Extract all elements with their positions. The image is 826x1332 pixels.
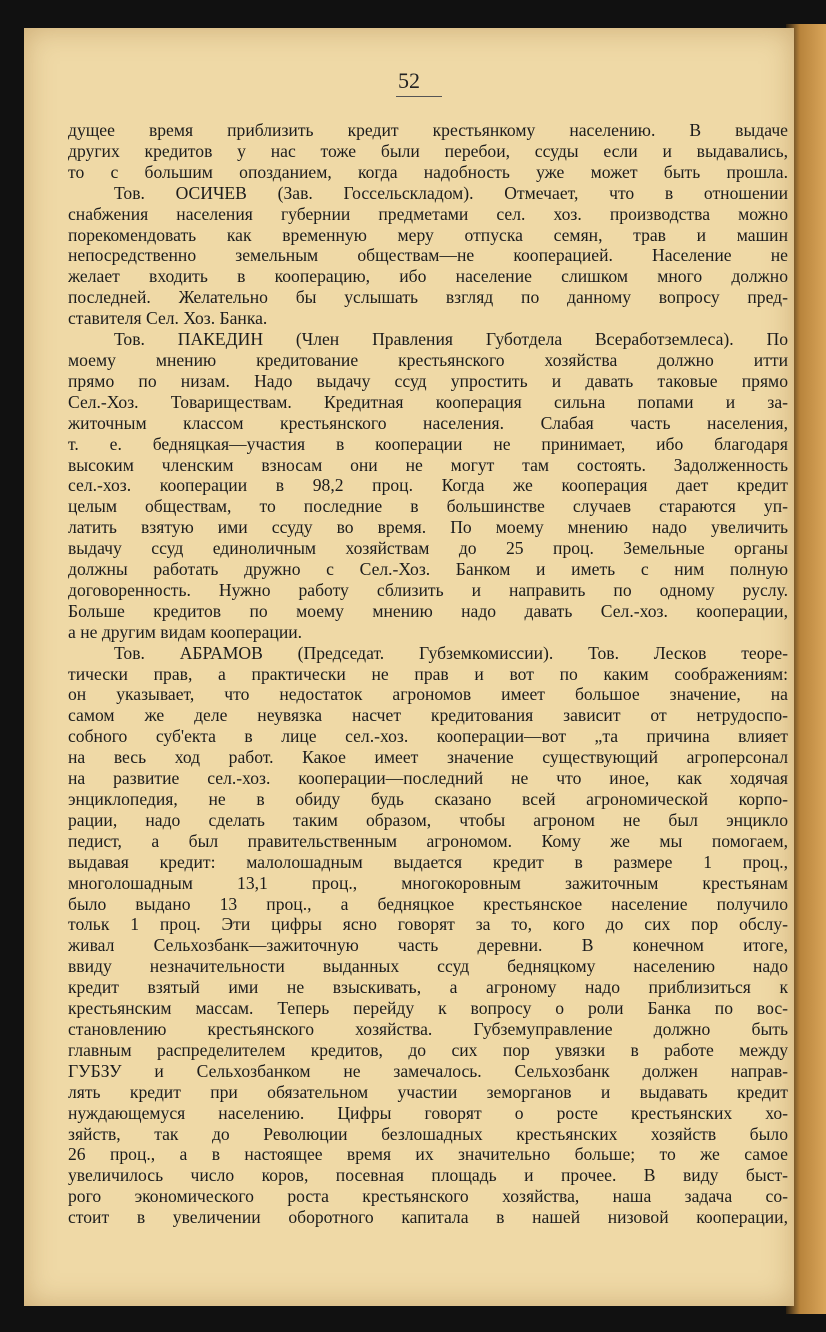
text-line: а не другим видам кооперации. bbox=[68, 621, 303, 642]
text-line: высоким членским взносам они не могут там состоять. Задолженность bbox=[68, 454, 788, 475]
text-line: последней. Желательно бы услышать взгляд по данному вопросу пред- bbox=[68, 287, 788, 308]
text-line: Сел.-Хоз. Товариществам. Кредитная кооперация сильна попами и за- bbox=[68, 391, 788, 412]
text-line: договоренность. Нужно работу сблизить и направить по одному руслу. bbox=[68, 579, 788, 600]
text-line: ввиду незначительности выданных ссуд бедняцкому населению надо bbox=[68, 956, 788, 977]
text-line: снабжения населения губернии предметами сел. хоз. производства можно bbox=[68, 203, 788, 224]
text-line: ставителя Сел. Хоз. Банка. bbox=[68, 308, 268, 329]
text-line: ГУБЗУ и Сельхозбанком не замечалось. Сельхозбанк должен направ- bbox=[68, 1060, 788, 1081]
text-line: собного суб'екта в лице сел.-хоз. кооперации—вот „та причина влияет bbox=[68, 726, 788, 747]
text-line: Больше кредитов по моему мнению надо давать Сел.-хоз. кооперации, bbox=[68, 600, 788, 621]
text-line: латить взятую ими ссуду во время. По моему мнению надо увеличить bbox=[68, 517, 788, 538]
text-line: должны работать дружно с Сел.-Хоз. Банком и иметь с ним полную bbox=[68, 559, 788, 580]
text-line: т. е. бедняцкая—участия в кооперации не принимает, ибо благодаря bbox=[68, 433, 788, 454]
text-line: было выдано 13 проц., а бедняцкое крестьянское население получило bbox=[68, 893, 788, 914]
text-line: многолошадным 13,1 проц., многокоровным зажиточным крестьянам bbox=[68, 872, 788, 893]
page-number-rule bbox=[396, 96, 442, 97]
text-line: дущее время приблизить кредит крестьянкому населению. В выдаче bbox=[68, 120, 788, 140]
text-line: на развитие сел.-хоз. кооперации—последний не что иное, как ходячая bbox=[68, 768, 788, 789]
text-line: желает входить в кооперацию, ибо население слишком много должно bbox=[68, 266, 788, 287]
text-line: кредит взятый ими не взыскивать, а агроному надо приблизиться к bbox=[68, 977, 788, 998]
text-line: Тов. ОСИЧЕВ (Зав. Госсельскладом). Отмечает, что в отношении bbox=[114, 182, 788, 203]
text-line: увеличилось число коров, посевная площадь и прочее. В виду быст- bbox=[68, 1165, 788, 1186]
text-line: рации, надо сделать таким образом, чтобы агроном не был энцикло bbox=[68, 809, 788, 830]
text-line: нуждающемуся населению. Цифры говорят о росте крестьянских хо- bbox=[68, 1102, 788, 1123]
text-line: моему мнению кредитование крестьянского хозяйства должно итти bbox=[68, 349, 788, 370]
text-line: лять кредит при обязательном участии земорганов и выдавать кредит bbox=[68, 1081, 788, 1102]
text-line: выдавая кредит: малолошадным выдается кредит в размере 1 проц., bbox=[68, 851, 788, 872]
body-text bbox=[68, 120, 788, 1228]
text-line: Тов. ПАКЕДИН (Член Правления Губотдела Всеработземлеса). По bbox=[114, 329, 788, 350]
text-line: то с большим опозданием, когда надобность уже может быть прошла. bbox=[68, 161, 788, 182]
text-line: становлению крестьянского хозяйства. Губземуправление должно быть bbox=[68, 1018, 788, 1039]
text-line: порекомендовать как временную меру отпуска семян, трав и машин bbox=[68, 224, 788, 245]
text-line: других кредитов у нас тоже были перебои, ссуды если и выдавались, bbox=[68, 140, 788, 161]
text-line: сел.-хоз. кооперации в 98,2 проц. Когда же кооперация дает кредит bbox=[68, 475, 788, 496]
text-line: тольк 1 проц. Эти цифры ясно говорят за то, кого до сих пор обслу- bbox=[68, 914, 788, 935]
text-line: тически прав, а практически не прав и вот по каким соображениям: bbox=[68, 663, 788, 684]
text-line: зяйств, так до Революции безлошадных крестьянских хозяйств было bbox=[68, 1123, 788, 1144]
book-page bbox=[24, 28, 794, 1306]
text-line: самом же деле неувязка насчет кредитования зависит от нетрудоспо- bbox=[68, 705, 788, 726]
text-line: целым обществам, то последние в большинстве случаев стараются уп- bbox=[68, 496, 788, 517]
text-line: Тов. АБРАМОВ (Председат. Губземкомиссии). Тов. Лесков теоре- bbox=[114, 642, 788, 663]
text-line: житочным классом крестьянского населения. Слабая часть населения, bbox=[68, 412, 788, 433]
text-line: непосредственно земельным обществам—не кооперацией. Население не bbox=[68, 245, 788, 266]
text-line: на весь ход работ. Какое имеет значение существующий агроперсонал bbox=[68, 747, 788, 768]
text-line: крестьянским массам. Теперь перейду к вопросу о роли Банка по вос- bbox=[68, 998, 788, 1019]
page-number: 52 bbox=[398, 68, 420, 93]
text-line: выдачу ссуд единоличным хозяйствам до 25 проц. Земельные органы bbox=[68, 538, 788, 559]
text-line: главным распределителем кредитов, до сих пор увязки в работе между bbox=[68, 1039, 788, 1060]
text-line: энциклопедия, не в обиду будь сказано всей агрономической корпо- bbox=[68, 789, 788, 809]
text-line: педист, а был правительственным агрономом. Кому же мы помогаем, bbox=[68, 830, 788, 851]
text-line: живал Сельхозбанк—зажиточную часть деревни. В конечном итоге, bbox=[68, 935, 788, 956]
text-line: стоит в увеличении оборотного капитала в нашей низовой кооперации, bbox=[68, 1207, 788, 1228]
text-line: он указывает, что недостаток агрономов имеет большое значение, на bbox=[68, 684, 788, 705]
text-line: рого экономического роста крестьянского хозяйства, наша задача со- bbox=[68, 1186, 788, 1207]
text-line: 26 проц., а в настоящее время их значительно больше; то же самое bbox=[68, 1144, 788, 1165]
text-line: прямо по низам. Надо выдачу ссуд упростить и давать таковые прямо bbox=[68, 370, 788, 391]
